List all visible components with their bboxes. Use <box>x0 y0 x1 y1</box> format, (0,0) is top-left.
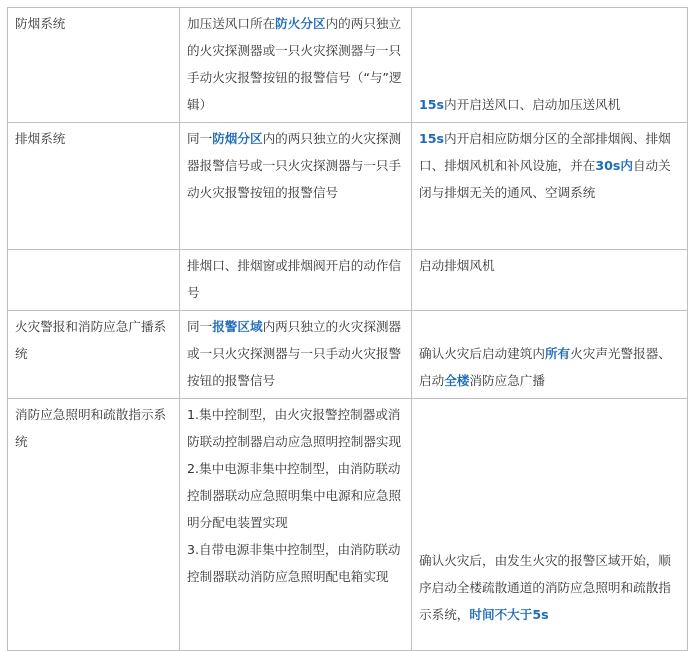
system-cell <box>8 250 180 311</box>
action-cell <box>412 123 688 250</box>
trigger-list-item: 3.自带电源非集中控制型，由消防联动控制器联动消防应急照明配电箱实现 <box>187 542 401 584</box>
action-text: 火灾声光警报器、启动 <box>419 346 671 388</box>
trigger-cell <box>180 311 412 399</box>
trigger-cell <box>180 8 412 123</box>
action-highlight: 全楼 <box>444 373 470 388</box>
table-row <box>8 250 688 311</box>
system-name: 消防应急照明和疏散指示系统 <box>15 407 167 449</box>
system-cell <box>8 311 180 399</box>
trigger-text: 同一 <box>187 131 213 146</box>
action-cell <box>412 8 688 123</box>
system-cell <box>8 123 180 250</box>
action-text: 确认火灾后启动建筑内 <box>419 346 545 361</box>
trigger-list-item: 1.集中控制型，由火灾报警控制器或消防联动控制器启动应急照明控制器实现 <box>187 407 402 449</box>
trigger-highlight: 报警区域 <box>212 319 263 334</box>
linkage-control-table <box>7 7 688 651</box>
table-row <box>8 123 688 250</box>
action-text: 内开启相应防烟分区的全部排烟阀、排烟口、排烟风机和补风设施，并在 <box>419 131 671 173</box>
action-cell <box>412 399 688 651</box>
action-cell <box>412 250 688 311</box>
table-row <box>8 399 688 651</box>
action-highlight: 时间不大于5s <box>469 607 549 622</box>
trigger-cell <box>180 123 412 250</box>
trigger-text: 同一 <box>187 319 213 334</box>
table-row <box>8 8 688 123</box>
trigger-highlight: 防烟分区 <box>212 131 263 146</box>
action-text: 启动排烟风机 <box>419 258 495 273</box>
action-text: 确认火灾后，由发生火灾的报警区域开始，顺序启动全楼疏散通道的消防应急照明和疏散指示系统， <box>419 553 671 622</box>
action-highlight: 所有 <box>544 346 571 361</box>
action-highlight: 15s <box>419 131 445 146</box>
trigger-text: 内的两只独立的火灾探测器报警信号或一只火灾探测器与一只手动火灾报警按钮的报警信号 <box>187 131 402 200</box>
system-name: 火灾警报和消防应急广播系统 <box>15 319 167 361</box>
system-cell <box>8 8 180 123</box>
trigger-text: 排烟口、排烟窗或排烟阀开启的动作信号 <box>187 258 402 300</box>
trigger-text: 加压送风口所在 <box>187 16 276 31</box>
action-cell <box>412 311 688 399</box>
table-row <box>8 311 688 399</box>
action-highlight: 30s内 <box>595 158 633 173</box>
trigger-text: 内的两只独立的火灾探测器或一只火灾探测器与一只手动火灾报警按钮的报警信号（“与”逻辑） <box>187 16 402 112</box>
trigger-cell <box>180 399 412 651</box>
system-cell <box>8 399 180 651</box>
trigger-list-item: 2.集中电源非集中控制型，由消防联动控制器联动应急照明集中电源和应急照明分配电装置实现 <box>187 461 402 530</box>
action-text: 自动关闭与排烟无关的通风、空调系统 <box>419 158 671 200</box>
trigger-highlight: 防火分区 <box>275 16 326 31</box>
action-text: 消防应急广播 <box>469 373 545 388</box>
system-name: 排烟系统 <box>15 131 66 146</box>
trigger-text: 内两只独立的火灾探测器或一只火灾探测器与一只手动火灾报警按钮的报警信号 <box>187 319 402 388</box>
action-text: 内开启送风口、启动加压送风机 <box>444 97 621 112</box>
trigger-cell <box>180 250 412 311</box>
system-name: 防烟系统 <box>15 16 66 31</box>
action-highlight: 15s <box>419 97 445 112</box>
